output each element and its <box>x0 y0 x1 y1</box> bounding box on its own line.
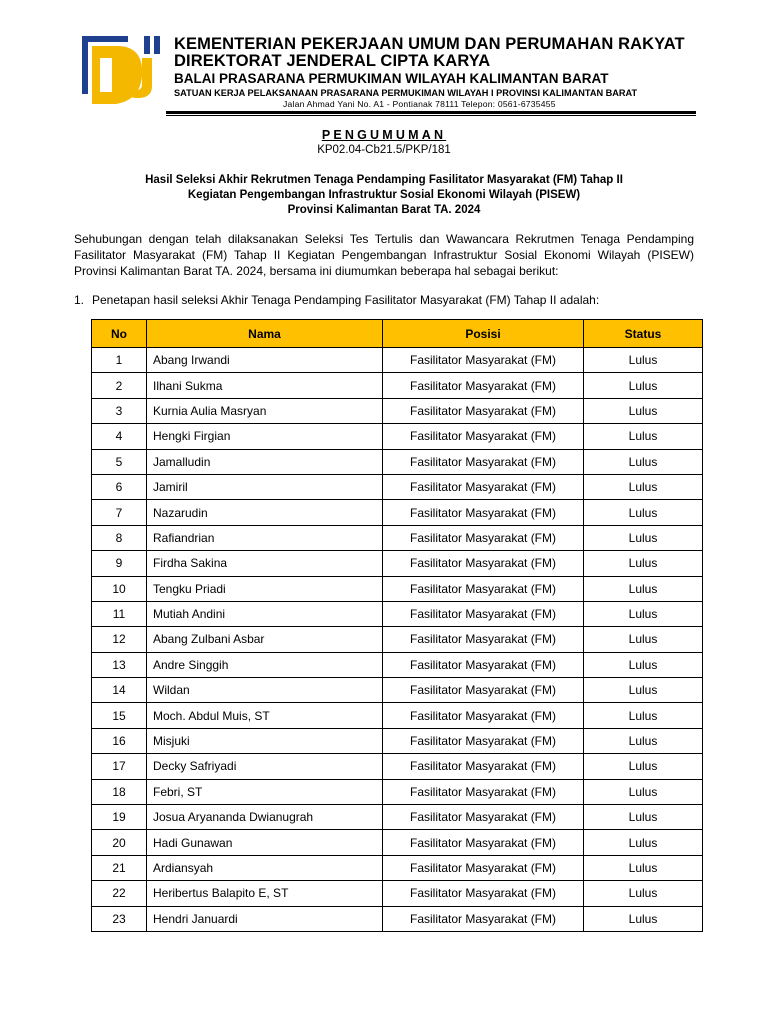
row-position-cell: Fasilitator Masyarakat (FM) <box>383 906 584 931</box>
row-name-cell: Misjuki <box>147 728 383 753</box>
row-number-cell: 7 <box>92 500 147 525</box>
row-position-cell: Fasilitator Masyarakat (FM) <box>383 830 584 855</box>
row-number-cell: 23 <box>92 906 147 931</box>
column-header-posisi: Posisi <box>383 320 584 348</box>
work-unit-name: SATUAN KERJA PELAKSANAAN PRASARANA PERMUKIMAN WILAYAH I PROVINSI KALIMANTAN BARAT <box>174 88 638 98</box>
table-row <box>92 906 703 931</box>
row-number-cell: 17 <box>92 754 147 779</box>
row-name-cell: Ilhani Sukma <box>147 373 383 398</box>
row-status-cell: Lulus <box>584 576 703 601</box>
row-status-cell: Lulus <box>584 906 703 931</box>
row-position-cell: Fasilitator Masyarakat (FM) <box>383 551 584 576</box>
announcement-title: PENGUMUMAN <box>321 128 447 142</box>
table-row <box>92 652 703 677</box>
row-status-cell: Lulus <box>584 830 703 855</box>
row-status-cell: Lulus <box>584 424 703 449</box>
row-number-cell: 3 <box>92 398 147 423</box>
column-header-status: Status <box>584 320 703 348</box>
row-status-cell: Lulus <box>584 348 703 373</box>
row-number-cell: 16 <box>92 728 147 753</box>
pupr-logo-icon <box>82 36 160 114</box>
row-status-cell: Lulus <box>584 551 703 576</box>
table-row <box>92 881 703 906</box>
row-position-cell: Fasilitator Masyarakat (FM) <box>383 348 584 373</box>
table-row <box>92 830 703 855</box>
row-name-cell: Nazarudin <box>147 500 383 525</box>
row-name-cell: Hengki Firgian <box>147 424 383 449</box>
directorate-name: DIREKTORAT JENDERAL CIPTA KARYA <box>174 52 491 70</box>
row-position-cell: Fasilitator Masyarakat (FM) <box>383 601 584 626</box>
row-name-cell: Mutiah Andini <box>147 601 383 626</box>
table-row <box>92 779 703 804</box>
row-number-cell: 4 <box>92 424 147 449</box>
row-number-cell: 15 <box>92 703 147 728</box>
row-position-cell: Fasilitator Masyarakat (FM) <box>383 449 584 474</box>
subject-line-2: Kegiatan Pengembangan Infrastruktur Sosial Ekonomi Wilayah (PISEW) <box>187 189 581 201</box>
table-row <box>92 805 703 830</box>
row-number-cell: 5 <box>92 449 147 474</box>
row-status-cell: Lulus <box>584 373 703 398</box>
row-number-cell: 18 <box>92 779 147 804</box>
row-position-cell: Fasilitator Masyarakat (FM) <box>383 373 584 398</box>
table-row <box>92 474 703 499</box>
row-position-cell: Fasilitator Masyarakat (FM) <box>383 652 584 677</box>
row-name-cell: Jamiril <box>147 474 383 499</box>
row-name-cell: Febri, ST <box>147 779 383 804</box>
row-name-cell: Firdha Sakina <box>147 551 383 576</box>
row-position-cell: Fasilitator Masyarakat (FM) <box>383 703 584 728</box>
table-row <box>92 855 703 880</box>
table-row <box>92 348 703 373</box>
row-position-cell: Fasilitator Masyarakat (FM) <box>383 398 584 423</box>
row-position-cell: Fasilitator Masyarakat (FM) <box>383 500 584 525</box>
ministry-name: KEMENTERIAN PEKERJAAN UMUM DAN PERUMAHAN RAKYAT <box>174 35 685 53</box>
row-status-cell: Lulus <box>584 601 703 626</box>
row-position-cell: Fasilitator Masyarakat (FM) <box>383 474 584 499</box>
office-address: Jalan Ahmad Yani No. A1 - Pontianak 78111 Telepon: 0561-6735455 <box>283 99 556 109</box>
row-number-cell: 2 <box>92 373 147 398</box>
row-status-cell: Lulus <box>584 703 703 728</box>
row-position-cell: Fasilitator Masyarakat (FM) <box>383 754 584 779</box>
table-row <box>92 601 703 626</box>
table-row <box>92 398 703 423</box>
table-row <box>92 576 703 601</box>
row-position-cell: Fasilitator Masyarakat (FM) <box>383 779 584 804</box>
row-position-cell: Fasilitator Masyarakat (FM) <box>383 855 584 880</box>
table-row <box>92 500 703 525</box>
subject-line-1: Hasil Seleksi Akhir Rekrutmen Tenaga Pendamping Fasilitator Masyarakat (FM) Tahap II <box>145 174 623 186</box>
column-header-no: No <box>92 320 147 348</box>
table-header-row <box>92 320 703 348</box>
row-name-cell: Kurnia Aulia Masryan <box>147 398 383 423</box>
row-name-cell: Tengku Priadi <box>147 576 383 601</box>
table-row <box>92 728 703 753</box>
row-number-cell: 12 <box>92 627 147 652</box>
row-position-cell: Fasilitator Masyarakat (FM) <box>383 627 584 652</box>
row-name-cell: Moch. Abdul Muis, ST <box>147 703 383 728</box>
row-name-cell: Heribertus Balapito E, ST <box>147 881 383 906</box>
row-position-cell: Fasilitator Masyarakat (FM) <box>383 525 584 550</box>
row-number-cell: 14 <box>92 678 147 703</box>
row-status-cell: Lulus <box>584 449 703 474</box>
row-position-cell: Fasilitator Masyarakat (FM) <box>383 576 584 601</box>
row-position-cell: Fasilitator Masyarakat (FM) <box>383 678 584 703</box>
header-divider-thin <box>166 115 696 116</box>
table-row <box>92 627 703 652</box>
row-number-cell: 10 <box>92 576 147 601</box>
table-row <box>92 373 703 398</box>
row-status-cell: Lulus <box>584 728 703 753</box>
row-number-cell: 8 <box>92 525 147 550</box>
row-number-cell: 9 <box>92 551 147 576</box>
row-status-cell: Lulus <box>584 754 703 779</box>
table-row <box>92 703 703 728</box>
point-1 <box>74 292 694 308</box>
row-name-cell: Hadi Gunawan <box>147 830 383 855</box>
point-1-text: Penetapan hasil seleksi Akhir Tenaga Pendamping Fasilitator Masyarakat (FM) Tahap II adalah: <box>92 293 600 307</box>
row-number-cell: 19 <box>92 805 147 830</box>
row-number-cell: 11 <box>92 601 147 626</box>
row-number-cell: 13 <box>92 652 147 677</box>
intro-paragraph: Sehubungan dengan telah dilaksanakan Seleksi Tes Tertulis dan Wawancara Rekrutmen Tenaga Pendamping Fasilitator Masyarakat (FM) Tahap II Kegiatan Pengembangan Infrastruktur Sosial Ekonomi Wilayah (PISEW) Provinsi Kalimantan Barat TA. 2024, bersama ini diumumkan beberapa hal sebagai berikut: <box>74 232 694 278</box>
row-status-cell: Lulus <box>584 474 703 499</box>
row-name-cell: Hendri Januardi <box>147 906 383 931</box>
column-header-nama: Nama <box>147 320 383 348</box>
row-position-cell: Fasilitator Masyarakat (FM) <box>383 424 584 449</box>
row-name-cell: Abang Zulbani Asbar <box>147 627 383 652</box>
office-name: BALAI PRASARANA PERMUKIMAN WILAYAH KALIMANTAN BARAT <box>174 71 609 86</box>
row-name-cell: Decky Safriyadi <box>147 754 383 779</box>
row-position-cell: Fasilitator Masyarakat (FM) <box>383 881 584 906</box>
header-divider <box>166 111 696 114</box>
letterhead <box>174 36 714 110</box>
table-row <box>92 525 703 550</box>
table-row <box>92 449 703 474</box>
row-number-cell: 6 <box>92 474 147 499</box>
row-status-cell: Lulus <box>584 525 703 550</box>
row-name-cell: Andre Singgih <box>147 652 383 677</box>
table-row <box>92 424 703 449</box>
table-row <box>92 678 703 703</box>
row-name-cell: Rafiandrian <box>147 525 383 550</box>
row-number-cell: 22 <box>92 881 147 906</box>
row-status-cell: Lulus <box>584 398 703 423</box>
row-name-cell: Abang Irwandi <box>147 348 383 373</box>
row-status-cell: Lulus <box>584 805 703 830</box>
table-row <box>92 551 703 576</box>
row-name-cell: Ardiansyah <box>147 855 383 880</box>
table-body <box>92 348 703 932</box>
table-row <box>92 754 703 779</box>
row-status-cell: Lulus <box>584 652 703 677</box>
row-status-cell: Lulus <box>584 779 703 804</box>
subject-line-3: Provinsi Kalimantan Barat TA. 2024 <box>287 204 481 216</box>
row-name-cell: Josua Aryananda Dwianugrah <box>147 805 383 830</box>
row-name-cell: Jamalludin <box>147 449 383 474</box>
row-status-cell: Lulus <box>584 881 703 906</box>
reference-number: KP02.04-Cb21.5/PKP/181 <box>317 144 451 156</box>
results-table <box>91 319 703 932</box>
row-status-cell: Lulus <box>584 678 703 703</box>
row-position-cell: Fasilitator Masyarakat (FM) <box>383 805 584 830</box>
row-status-cell: Lulus <box>584 627 703 652</box>
row-number-cell: 1 <box>92 348 147 373</box>
row-number-cell: 20 <box>92 830 147 855</box>
row-status-cell: Lulus <box>584 855 703 880</box>
row-position-cell: Fasilitator Masyarakat (FM) <box>383 728 584 753</box>
row-name-cell: Wildan <box>147 678 383 703</box>
row-number-cell: 21 <box>92 855 147 880</box>
point-1-number: 1. <box>74 293 85 307</box>
row-status-cell: Lulus <box>584 500 703 525</box>
